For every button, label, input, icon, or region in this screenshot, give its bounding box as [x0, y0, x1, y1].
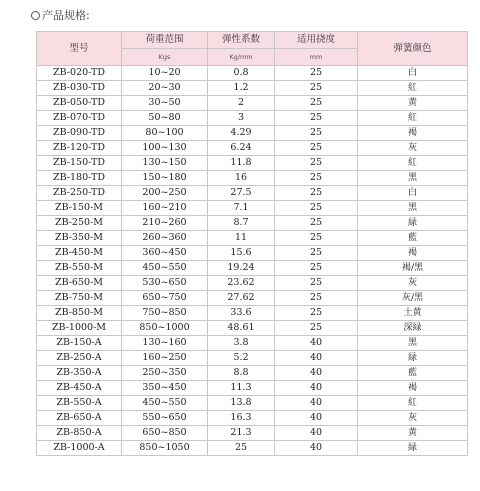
table-row: [37, 96, 468, 111]
spec-table-header: [37, 32, 468, 66]
table-row: [37, 171, 468, 186]
header-model: 型号: [37, 32, 122, 66]
cell-deflection: 25: [275, 111, 358, 126]
cell-model: ZB-1000-A: [37, 441, 122, 456]
cell-color: 藍: [358, 366, 468, 381]
header-rate: 弹性系数: [208, 32, 275, 49]
cell-deflection: 25: [275, 261, 358, 276]
cell-rate: 0.8: [208, 66, 275, 81]
cell-model: ZB-150-TD: [37, 156, 122, 171]
cell-color: 黑: [358, 171, 468, 186]
cell-model: ZB-250-M: [37, 216, 122, 231]
cell-color: 紅: [358, 396, 468, 411]
next-section-cutoff: [0, 481, 100, 491]
cell-color: 紅: [358, 111, 468, 126]
table-row: [37, 351, 468, 366]
table-row: [37, 186, 468, 201]
cell-color: 褐/黑: [358, 261, 468, 276]
cell-load: 150~180: [122, 171, 208, 186]
table-row: [37, 141, 468, 156]
cell-model: ZB-050-TD: [37, 96, 122, 111]
cell-model: ZB-750-M: [37, 291, 122, 306]
cell-color: 褐: [358, 246, 468, 261]
table-row: [37, 426, 468, 441]
header-deflection-unit: mm: [275, 49, 358, 66]
cell-rate: 16.3: [208, 411, 275, 426]
cell-model: ZB-450-M: [37, 246, 122, 261]
cell-model: ZB-850-A: [37, 426, 122, 441]
spec-table: [36, 31, 468, 456]
cell-deflection: 25: [275, 171, 358, 186]
cell-load: 260~360: [122, 231, 208, 246]
cell-model: ZB-030-TD: [37, 81, 122, 96]
table-row: [37, 321, 468, 336]
table-row: [37, 291, 468, 306]
cell-color: 緑: [358, 441, 468, 456]
cell-rate: 6.24: [208, 141, 275, 156]
section-heading-text: 产品规格:: [42, 9, 90, 22]
cell-rate: 27.62: [208, 291, 275, 306]
cell-model: ZB-650-A: [37, 411, 122, 426]
cell-deflection: 25: [275, 321, 358, 336]
cell-load: 130~160: [122, 336, 208, 351]
cell-color: 灰: [358, 276, 468, 291]
cell-model: ZB-020-TD: [37, 66, 122, 81]
table-row: [37, 441, 468, 456]
cell-load: 210~260: [122, 216, 208, 231]
cell-rate: 2: [208, 96, 275, 111]
table-row: [37, 111, 468, 126]
table-row: [37, 201, 468, 216]
cell-deflection: 25: [275, 276, 358, 291]
table-row: [37, 276, 468, 291]
header-color: 弹簧颜色: [358, 32, 468, 66]
cell-deflection: 40: [275, 366, 358, 381]
cell-rate: 11.3: [208, 381, 275, 396]
cell-color: 白: [358, 66, 468, 81]
cell-deflection: 40: [275, 441, 358, 456]
table-row: [37, 216, 468, 231]
cell-deflection: 25: [275, 306, 358, 321]
cell-deflection: 40: [275, 381, 358, 396]
cell-color: 藍: [358, 231, 468, 246]
cell-load: 530~650: [122, 276, 208, 291]
cell-deflection: 40: [275, 426, 358, 441]
cell-load: 850~1050: [122, 441, 208, 456]
cell-load: 100~130: [122, 141, 208, 156]
cell-deflection: 25: [275, 66, 358, 81]
cell-deflection: 40: [275, 336, 358, 351]
cell-load: 850~1000: [122, 321, 208, 336]
cell-deflection: 25: [275, 156, 358, 171]
cell-rate: 11: [208, 231, 275, 246]
cell-load: 20~30: [122, 81, 208, 96]
cell-rate: 3.8: [208, 336, 275, 351]
cell-model: ZB-350-M: [37, 231, 122, 246]
cell-rate: 33.6: [208, 306, 275, 321]
cell-model: ZB-120-TD: [37, 141, 122, 156]
cell-rate: 7.1: [208, 201, 275, 216]
cell-model: ZB-070-TD: [37, 111, 122, 126]
cell-color: 深緑: [358, 321, 468, 336]
cell-model: ZB-180-TD: [37, 171, 122, 186]
cell-load: 450~550: [122, 261, 208, 276]
cell-deflection: 25: [275, 291, 358, 306]
cell-model: ZB-090-TD: [37, 126, 122, 141]
cell-deflection: 25: [275, 231, 358, 246]
cell-rate: 8.8: [208, 366, 275, 381]
cell-deflection: 25: [275, 216, 358, 231]
cell-load: 360~450: [122, 246, 208, 261]
cell-load: 750~850: [122, 306, 208, 321]
table-row: [37, 156, 468, 171]
table-row: [37, 336, 468, 351]
cell-rate: 23.62: [208, 276, 275, 291]
table-row: [37, 411, 468, 426]
cell-deflection: 25: [275, 96, 358, 111]
cell-deflection: 25: [275, 201, 358, 216]
cell-color: 灰: [358, 411, 468, 426]
table-row: [37, 246, 468, 261]
table-row: [37, 261, 468, 276]
cell-color: 黄: [358, 426, 468, 441]
cell-color: 黑: [358, 201, 468, 216]
cell-color: 土黄: [358, 306, 468, 321]
cell-model: ZB-250-A: [37, 351, 122, 366]
table-row: [37, 126, 468, 141]
cell-rate: 3: [208, 111, 275, 126]
cell-load: 160~250: [122, 351, 208, 366]
table-row: [37, 306, 468, 321]
cell-rate: 27.5: [208, 186, 275, 201]
cell-load: 30~50: [122, 96, 208, 111]
cell-rate: 1.2: [208, 81, 275, 96]
cell-model: ZB-150-A: [37, 336, 122, 351]
cell-rate: 4.29: [208, 126, 275, 141]
cell-rate: 19.24: [208, 261, 275, 276]
cell-rate: 48.61: [208, 321, 275, 336]
cell-color: 黑: [358, 336, 468, 351]
cell-color: 紅: [358, 81, 468, 96]
cell-rate: 16: [208, 171, 275, 186]
cell-color: 緑: [358, 351, 468, 366]
cell-deflection: 25: [275, 246, 358, 261]
table-row: [37, 231, 468, 246]
table-row: [37, 381, 468, 396]
table-row: [37, 396, 468, 411]
cell-model: ZB-150-M: [37, 201, 122, 216]
cell-deflection: 40: [275, 351, 358, 366]
cell-color: 白: [358, 186, 468, 201]
cell-color: 褐: [358, 126, 468, 141]
cell-model: ZB-550-A: [37, 396, 122, 411]
cell-model: ZB-350-A: [37, 366, 122, 381]
cell-rate: 15.6: [208, 246, 275, 261]
table-row: [37, 366, 468, 381]
circle-bullet-icon: [31, 11, 40, 20]
table-row: [37, 81, 468, 96]
cell-model: ZB-550-M: [37, 261, 122, 276]
header-load: 荷重范围: [122, 32, 208, 49]
cell-rate: 25: [208, 441, 275, 456]
cell-load: 80~100: [122, 126, 208, 141]
cell-color: 緑: [358, 216, 468, 231]
cell-color: 灰/黑: [358, 291, 468, 306]
cell-rate: 8.7: [208, 216, 275, 231]
cell-model: ZB-850-M: [37, 306, 122, 321]
cell-model: ZB-650-M: [37, 276, 122, 291]
cell-load: 550~650: [122, 411, 208, 426]
cell-model: ZB-1000-M: [37, 321, 122, 336]
cell-deflection: 25: [275, 141, 358, 156]
cell-load: 160~210: [122, 201, 208, 216]
cell-load: 130~150: [122, 156, 208, 171]
spec-table-body: [37, 66, 468, 456]
header-load-unit: Kgs: [122, 49, 208, 66]
cell-load: 450~550: [122, 396, 208, 411]
cell-load: 10~20: [122, 66, 208, 81]
cell-load: 650~850: [122, 426, 208, 441]
cell-load: 250~350: [122, 366, 208, 381]
cell-color: 灰: [358, 141, 468, 156]
cell-color: 紅: [358, 156, 468, 171]
cell-rate: 13.8: [208, 396, 275, 411]
cell-rate: 11.8: [208, 156, 275, 171]
cell-deflection: 25: [275, 81, 358, 96]
cell-load: 350~450: [122, 381, 208, 396]
cell-load: 200~250: [122, 186, 208, 201]
cell-rate: 21.3: [208, 426, 275, 441]
cell-rate: 5.2: [208, 351, 275, 366]
cell-deflection: 40: [275, 411, 358, 426]
table-row: [37, 66, 468, 81]
cell-deflection: 40: [275, 396, 358, 411]
cell-deflection: 25: [275, 186, 358, 201]
cell-color: 黄: [358, 96, 468, 111]
cell-model: ZB-250-TD: [37, 186, 122, 201]
section-heading: [31, 7, 90, 23]
cell-load: 650~750: [122, 291, 208, 306]
cell-deflection: 25: [275, 126, 358, 141]
header-deflection: 适用挠度: [275, 32, 358, 49]
cell-model: ZB-450-A: [37, 381, 122, 396]
header-rate-unit: Kg/mm: [208, 49, 275, 66]
cell-color: 褐: [358, 381, 468, 396]
cell-load: 50~80: [122, 111, 208, 126]
